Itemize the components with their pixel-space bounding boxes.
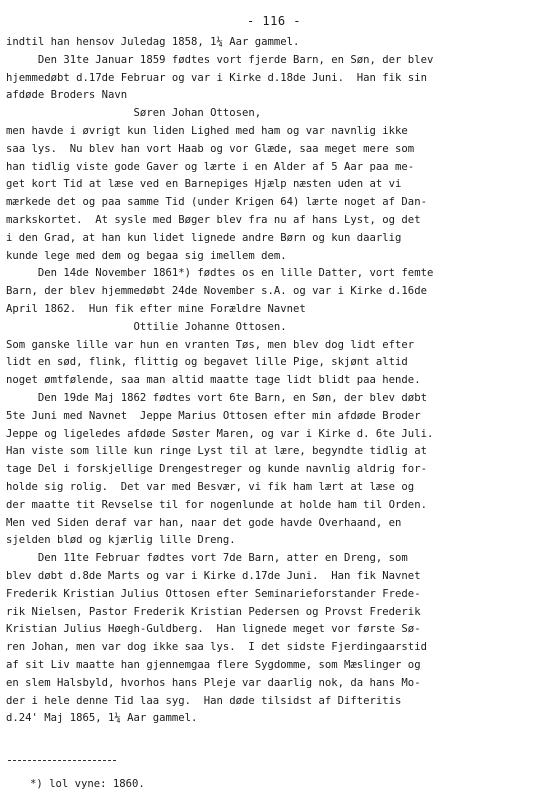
- text-line: Barn, der blev hjemmedøbt 24de November s.A. og var i Kirke d.16de: [6, 285, 427, 298]
- text-line: Den 31te Januar 1859 fødtes vort fjerde Barn, en Søn, der blev: [6, 53, 434, 66]
- text-line: markskortet. At sysle med Bøger blev fra nu af hans Lyst, og det: [6, 214, 421, 226]
- text-line: saa lys. Nu blev han vort Haab og vor Glæde, saa meget mere som: [6, 142, 415, 155]
- text-line: der maatte tit Revselse til for nogenlunde at holde ham til Orden.: [6, 498, 427, 511]
- text-line: 5te Juni med Navnet Jeppe Marius Ottosen efter min afdøde Broder: [6, 409, 421, 422]
- text-line: hjemmedøbt d.17de Februar og var i Kirke d.18de Juni. Han fik sin: [6, 71, 427, 84]
- text-line: Som ganske lille var hun en vranten Tøs, men blev dog lidt efter: [6, 338, 415, 351]
- text-line: mærkede det og paa samme Tid (under Krigen 64) lærte noget af Dan-: [6, 196, 427, 209]
- text-line: Jeppe og ligeledes afdøde Søster Maren, og var i Kirke d. 6te Juli.: [6, 427, 434, 440]
- text-line: Den 11te Februar fødtes vort 7de Barn, atter en Dreng, som: [6, 552, 408, 565]
- page-number: - 116 -: [246, 14, 302, 28]
- text-line: Den 14de November 1861*) fødtes os en lille Datter, vort femte: [6, 267, 434, 280]
- text-line: d.24' Maj 1865, 1¼ Aar gammel.: [6, 712, 198, 725]
- text-line: Den 19de Maj 1862 fødtes vort 6te Barn, en Søn, der blev døbt: [6, 392, 427, 404]
- text-line: der i hele denne Tid laa syg. Han døde tilsidst af Difteritis: [6, 694, 402, 707]
- text-line: Han viste som lille kun ringe Lyst til at lære, begyndte tidlig at: [6, 445, 427, 458]
- text-line: af sit Liv maatte han gjennemgaa flere Sygdomme, som Mæslinger og: [6, 659, 421, 671]
- text-line: han tidlig viste gode Gaver og lærte i en Alder af 5 Aar paa me-: [6, 160, 415, 173]
- footnote: *) lol vyne: 1860.: [30, 778, 145, 790]
- text-line: i den Grad, at han kun lidet lignede andre Børn og kun daarlig: [6, 231, 402, 244]
- text-line: ren Johan, men var dog ikke saa lys. I det sidste Fjerdingaarstid: [6, 641, 427, 654]
- text-line: get kort Tid at læse ved en Barnepiges Hjælp næsten uden at vi: [6, 178, 402, 191]
- text-line: tage Del i forskjellige Drengestreger og kunde navnlig aldrig for-: [6, 463, 427, 476]
- text-line: sjelden blød og kjærlig lille Dreng.: [6, 534, 236, 547]
- text-line: blev døbt d.8de Marts og var i Kirke d.17de Juni. Han fik Navnet: [6, 570, 421, 582]
- text-line: afdøde Broders Navn: [6, 89, 128, 102]
- text-line: noget ømtfølende, saa man altid maatte tage lidt blidt paa hende.: [6, 374, 421, 387]
- footnote-separator: [8, 760, 116, 761]
- text-line: Kristian Julius Høegh-Guldberg. Han lignede meget vor første Sø-: [6, 623, 421, 636]
- text-line: kunde lege med dem og begaa sig imellem dem.: [6, 249, 287, 262]
- text-line: holde sig rolig. Det var med Besvær, vi fik ham lært at læse og: [6, 481, 415, 493]
- text-line: lidt en sød, flink, flittig og begavet lille Pige, skjønt altid: [6, 356, 408, 369]
- text-line: indtil han hensov Juledag 1858, 1¼ Aar gammel.: [6, 36, 300, 48]
- text-line: Ottilie Johanne Ottosen.: [6, 320, 287, 333]
- text-line: en slem Halsbyld, hvorhos hans Pleje var daarlig nok, da hans Mo-: [6, 676, 421, 689]
- text-line: Søren Johan Ottosen,: [6, 107, 262, 120]
- text-line: Frederik Kristian Julius Ottosen efter Seminarieforstander Frede-: [6, 587, 421, 600]
- text-line: Men ved Siden deraf var han, naar det gode havde Overhaand, en: [6, 516, 402, 529]
- text-line: April 1862. Hun fik efter mine Forældre Navnet: [6, 303, 306, 315]
- text-line: rik Nielsen, Pastor Frederik Kristian Pedersen og Provst Frederik: [6, 605, 421, 618]
- text-line: men havde i øvrigt kun liden Lighed med ham og var navnlig ikke: [6, 125, 408, 137]
